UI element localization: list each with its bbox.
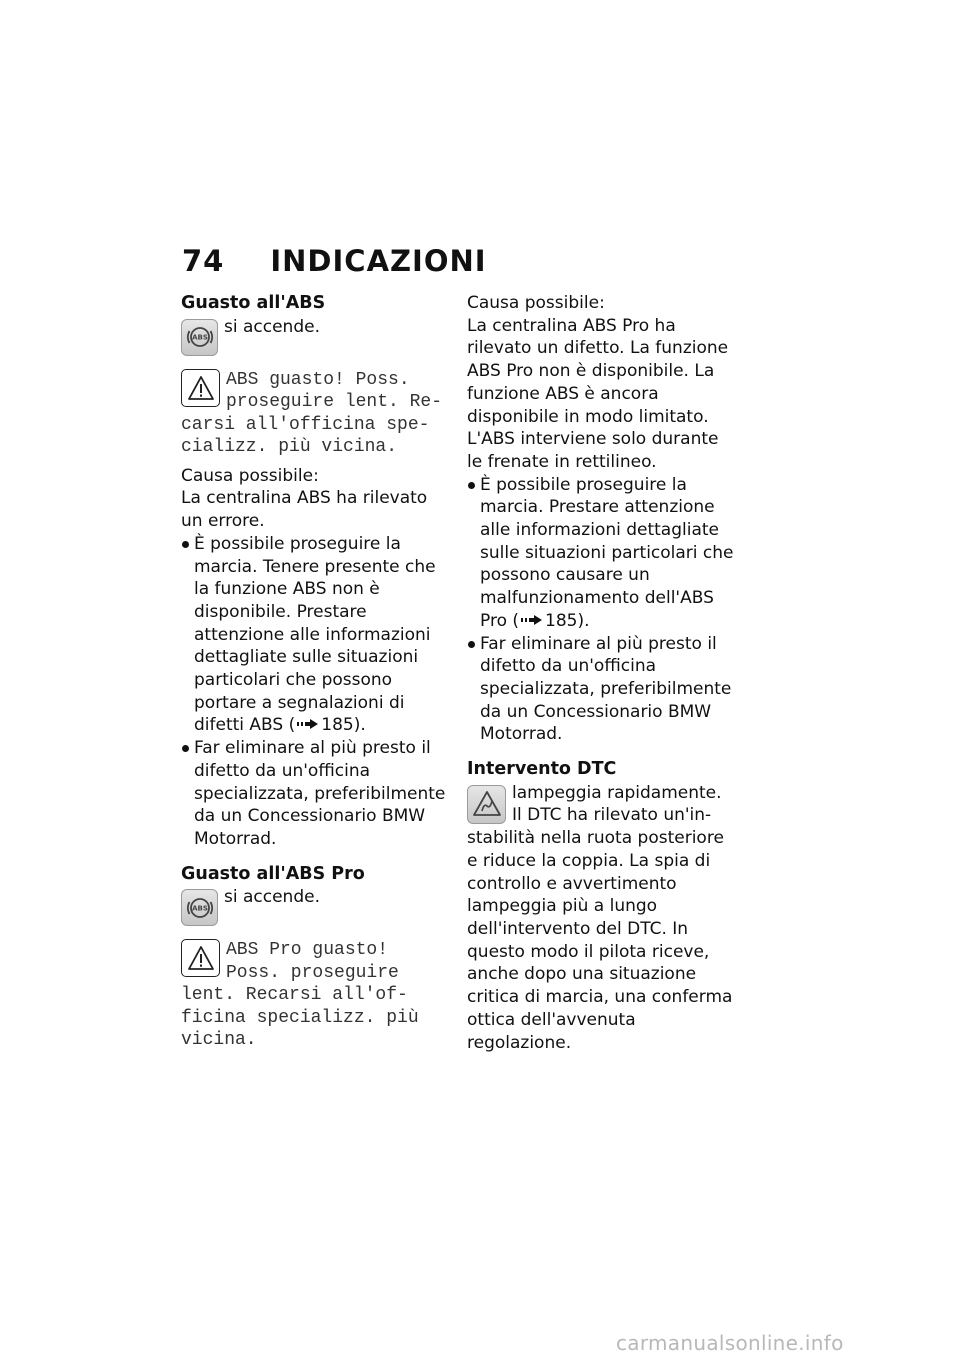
abs-indicator-row [181, 886, 453, 926]
svg-text:ABS: ABS [191, 904, 208, 913]
page-reference-arrow-icon [297, 719, 319, 729]
abs-indicator-icon [181, 319, 218, 356]
display-message-line: ABS Pro guasto! [226, 940, 389, 961]
action-list [467, 474, 739, 746]
watermark: carmanualsonline.info [616, 1331, 844, 1355]
warning-triangle-icon [181, 369, 220, 407]
cause-text: La centralina ABS ha rilevato un errore. [181, 488, 428, 532]
dtc-description-line: Il DTC ha rilevato un'in- [512, 805, 712, 826]
cause-label: Causa possibile: [467, 293, 605, 313]
page-header [182, 244, 487, 278]
display-message-abs-pro [181, 939, 453, 1052]
page-reference-arrow-icon [521, 615, 543, 625]
display-message-line: lent. Recarsi all'of- [181, 985, 408, 1006]
list-item [181, 533, 453, 737]
list-item: Far eliminare al più presto il difetto da un'officina specializzata, preferibilmente da un Concessionario BMW Motorrad. [181, 737, 453, 851]
section-heading-dtc: Intervento DTC [467, 759, 617, 780]
page-reference[interactable]: 185). [321, 715, 366, 736]
action-list [181, 533, 453, 851]
display-message-line: vicina. [181, 1030, 257, 1051]
warning-triangle-icon [181, 939, 220, 977]
list-item [467, 474, 739, 633]
abs-indicator-text: si accende. [224, 887, 320, 908]
svg-text:ABS: ABS [191, 333, 208, 342]
display-message-line: Poss. proseguire [226, 962, 399, 983]
display-message-line: ABS guasto! Poss. [226, 369, 410, 390]
page-number: 74 [182, 244, 225, 278]
dtc-description: stabilità nella ruota posteriore e riduce la coppia. La spia di controllo e avvertimento lampeggia più a lungo dell'intervento del DTC. In questo modo il pilota riceve, anche dopo una situazione critica di marcia, una conferma ottica dell'avvenuta regolazione. [467, 828, 733, 1053]
dtc-indicator-text: lampeggia rapidamente. [512, 782, 722, 803]
page-reference[interactable]: 185). [545, 610, 590, 631]
display-message-line: cializz. più vicina. [181, 437, 398, 458]
display-message-abs [181, 369, 453, 459]
dtc-indicator-icon [467, 785, 506, 824]
cause-text: La centralina ABS Pro ha rilevato un difetto. La funzione ABS Pro non è disponibile. La funzione ABS è ancora disponibile in modo limitato. L'ABS interviene solo durante le frenate in rettilineo. [467, 315, 729, 472]
right-column [467, 292, 739, 1054]
list-item-text: È possibile proseguire la marcia. Tenere presente che la funzione ABS non è disponibile. Prestare attenzione alle informazioni dettagliate sulle situazioni particolari che possono portare a segnalazioni di difetti ABS ( [194, 533, 436, 736]
section-heading-abs-pro-fault: Guasto all'ABS Pro [181, 863, 365, 884]
display-message-line: ficina specializz. più [181, 1007, 419, 1028]
display-message-line: proseguire lent. Re- [226, 392, 443, 413]
list-item-text: È possibile proseguire la marcia. Prestare attenzione alle informazioni dettagliate sulle situazioni particolari che possono causare un malfunzionamento dell'ABS Pro ( [480, 474, 734, 631]
left-column [181, 292, 453, 1052]
dtc-indicator-row [467, 782, 739, 827]
display-message-line: carsi all'officina spe- [181, 414, 430, 435]
page-title: INDICAZIONI [270, 244, 487, 278]
section-heading-abs-fault: Guasto all'ABS [181, 293, 326, 313]
abs-indicator-icon [181, 889, 218, 926]
abs-indicator-row [181, 316, 453, 356]
cause-label: Causa possibile: [181, 465, 319, 486]
abs-indicator-text: si accende. [224, 316, 320, 337]
list-item: Far eliminare al più presto il difetto da un'officina specializzata, preferibilmente da un Concessionario BMW Motorrad. [467, 633, 739, 747]
